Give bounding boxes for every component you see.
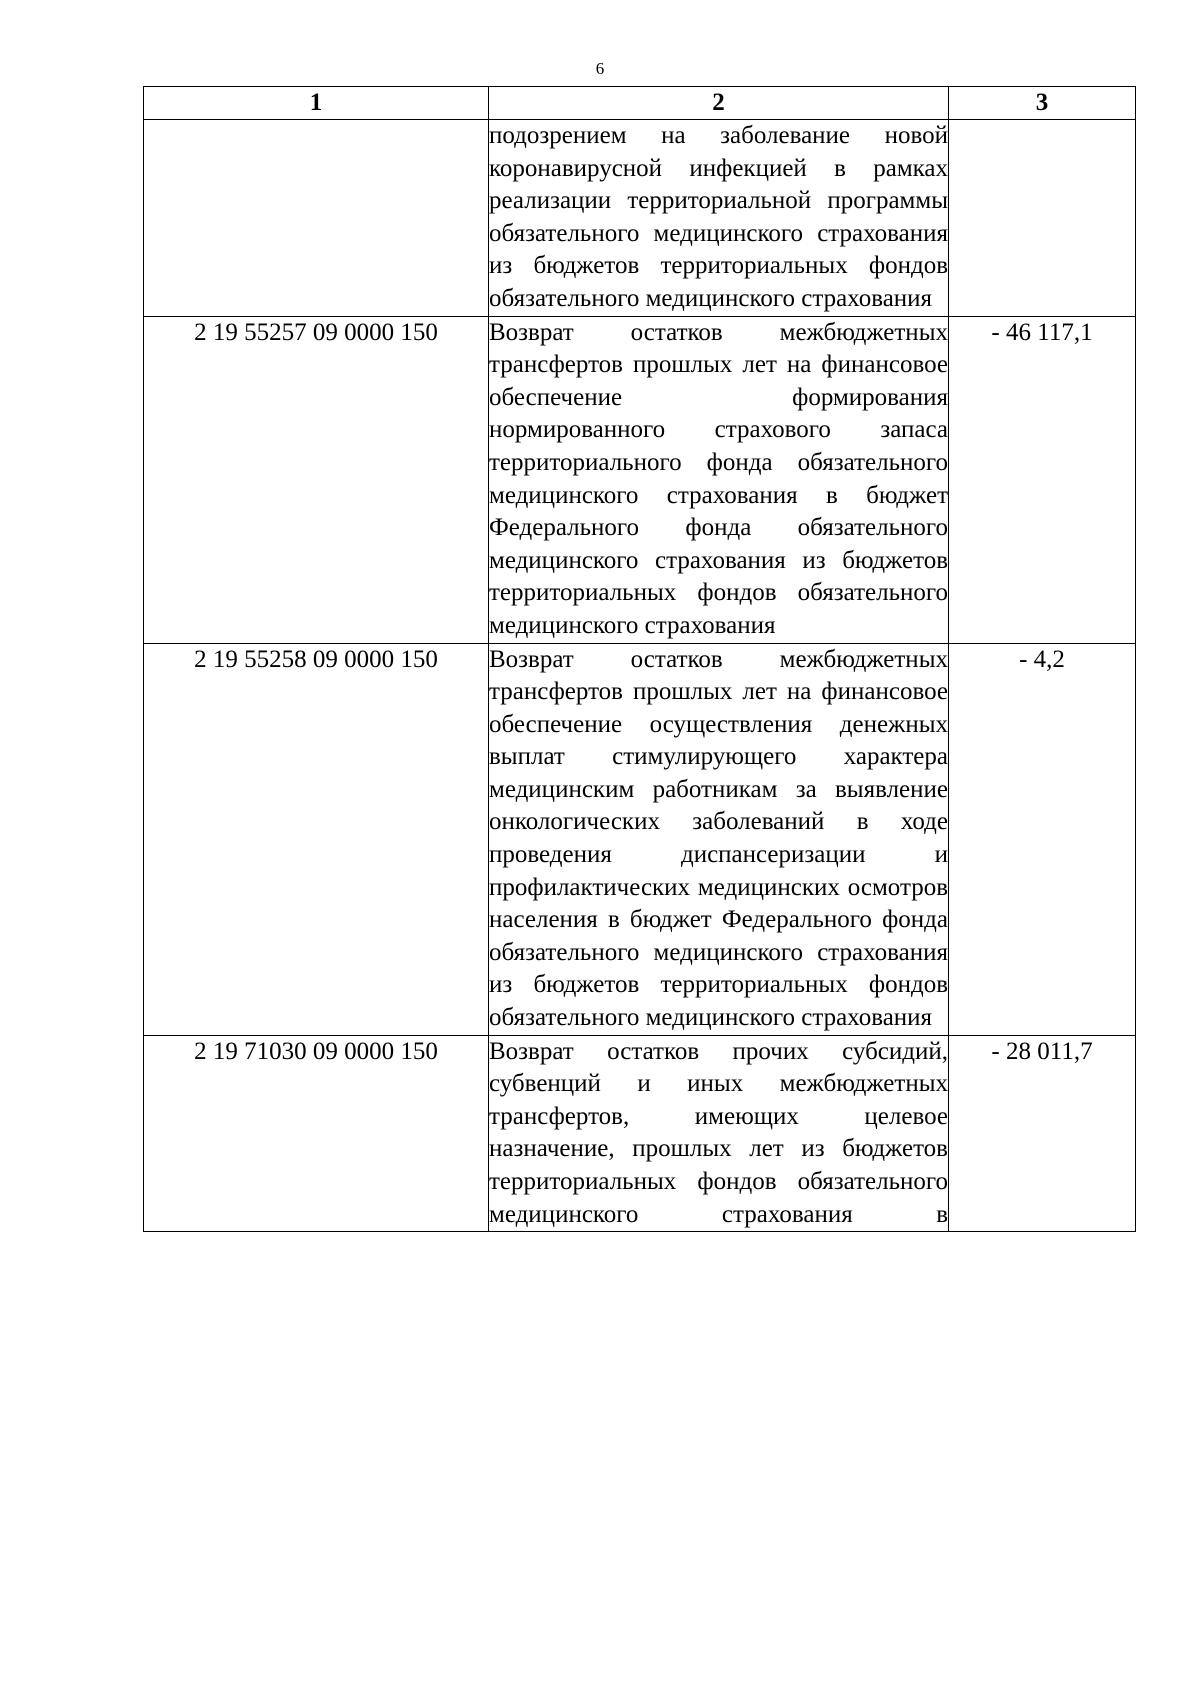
column-header-1: 1 xyxy=(144,87,489,120)
table-header-row xyxy=(144,87,1136,120)
row-amount: - 4,2 xyxy=(949,643,1136,1035)
row-description: Возврат остатков межбюджетных трансфертов прошлых лет на финансовое обеспечение формирования нормированного страхового запаса территориального фонда обязательного медицинского страхования в бюджет Федерального фонда обязательного медицинского страхования из бюджетов территориальных фондов обязательного медицинского страхования xyxy=(489,316,949,643)
row-description: Возврат остатков прочих субсидий, субвенций и иных межбюджетных трансфертов, имеющих целевое назначение, прошлых лет из бюджетов территориальных фондов обязательного медицинского страхования в xyxy=(489,1035,949,1232)
row-description: Возврат остатков межбюджетных трансфертов прошлых лет на финансовое обеспечение осуществления денежных выплат стимулирующего характера медицинским работникам за выявление онкологических заболеваний в ходе проведения диспансеризации и профилактических медицинских осмотров населения в бюджет Федерального фонда обязательного медицинского страхования из бюджетов территориальных фондов обязательного медицинского страхования xyxy=(489,643,949,1035)
row-code: 2 19 71030 09 0000 150 xyxy=(144,1035,489,1232)
table-row xyxy=(144,1035,1136,1232)
table-row xyxy=(144,643,1136,1035)
row-amount xyxy=(949,120,1136,317)
row-amount: - 46 117,1 xyxy=(949,316,1136,643)
table-row xyxy=(144,316,1136,643)
row-code xyxy=(144,120,489,317)
row-description: подозрением на заболевание новой коронавирусной инфекцией в рамках реализации территориальной программы обязательного медицинского страхования из бюджетов территориальных фондов обязательного медицинского страхования xyxy=(489,120,949,317)
column-header-2: 2 xyxy=(489,87,949,120)
table-row xyxy=(144,120,1136,317)
row-code: 2 19 55257 09 0000 150 xyxy=(144,316,489,643)
page-number: 6 xyxy=(595,59,605,78)
row-code: 2 19 55258 09 0000 150 xyxy=(144,643,489,1035)
column-header-3: 3 xyxy=(949,87,1136,120)
row-amount: - 28 011,7 xyxy=(949,1035,1136,1232)
budget-table xyxy=(143,86,1136,1232)
